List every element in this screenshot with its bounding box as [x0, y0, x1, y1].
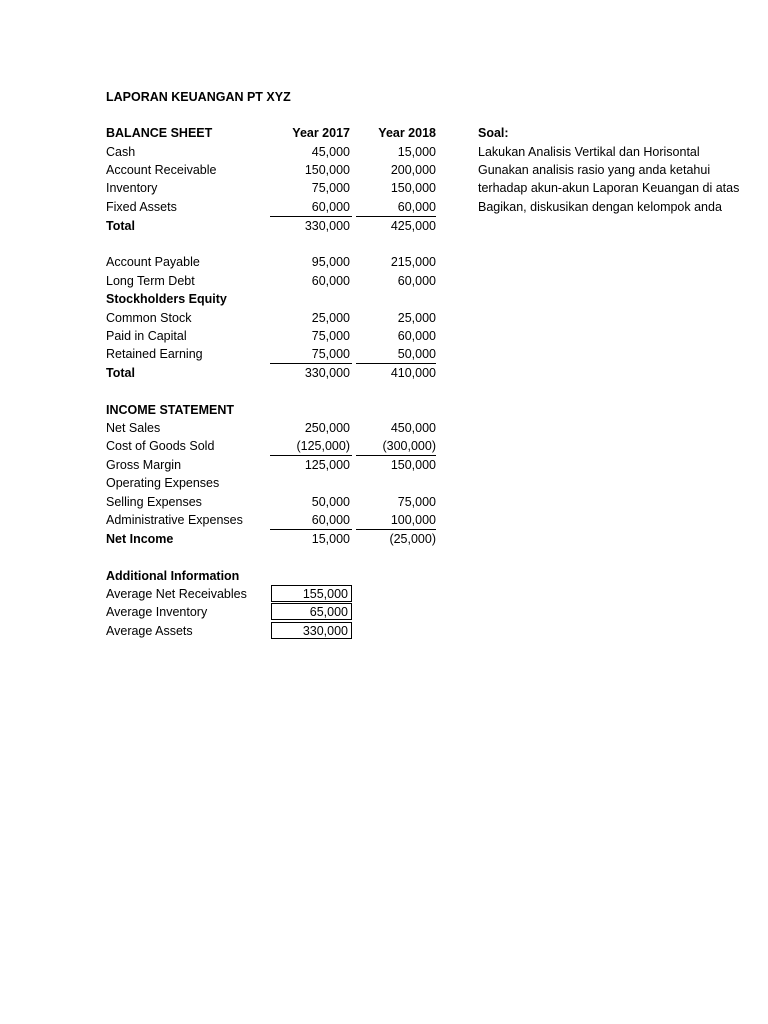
value-2018: 410,000 [390, 366, 436, 380]
value-2017: 75,000 [311, 347, 350, 361]
value-2018: 100,000 [390, 513, 436, 527]
row-label: Retained Earning [106, 347, 203, 361]
balance-sheet-heading: BALANCE SHEET [106, 126, 213, 140]
row-label: Selling Expenses [106, 495, 202, 509]
value-2017: (125,000) [296, 439, 350, 453]
value-2018: 450,000 [390, 421, 436, 435]
row-label: Fixed Assets [106, 200, 177, 214]
soal-line: Lakukan Analisis Vertikal dan Horisontal [478, 145, 700, 159]
row-label: Long Term Debt [106, 274, 195, 288]
value-2017: 50,000 [311, 495, 350, 509]
table-row [106, 253, 446, 271]
income-statement-header-row [106, 401, 446, 419]
value-2018: 150,000 [390, 458, 436, 472]
table-row [106, 143, 446, 161]
row-label: Inventory [106, 181, 158, 195]
value-2017: 75,000 [311, 329, 350, 343]
value-2018: 215,000 [390, 255, 436, 269]
value-2018: (25,000) [389, 532, 436, 546]
value-2017: 95,000 [311, 255, 350, 269]
value-2018: 200,000 [390, 163, 436, 177]
income-statement-heading: INCOME STATEMENT [106, 403, 235, 417]
value-2017: 250,000 [304, 421, 350, 435]
value-2017: 125,000 [304, 458, 350, 472]
liabilities-total-row [106, 364, 446, 382]
row-label: Gross Margin [106, 458, 182, 472]
value-2017: 15,000 [311, 532, 350, 546]
net-income-row [106, 530, 446, 548]
row-label: Cost of Goods Sold [106, 439, 215, 453]
value-2018: 425,000 [390, 219, 436, 233]
value-2018: 25,000 [397, 311, 436, 325]
table-row [106, 419, 446, 437]
value-2017: 330,000 [304, 219, 350, 233]
soal-line: terhadap akun-akun Laporan Keuangan di atas [478, 181, 740, 195]
row-label: Total [106, 219, 135, 233]
value-2018: 75,000 [397, 495, 436, 509]
value-2017: 25,000 [311, 311, 350, 325]
additional-info-header-row [106, 567, 446, 585]
row-label: Cash [106, 145, 136, 159]
table-row [106, 179, 446, 197]
value-2017: 60,000 [311, 274, 350, 288]
table-row [106, 437, 446, 455]
table-row [106, 511, 446, 529]
table-row [106, 493, 446, 511]
value-2018: 150,000 [390, 181, 436, 195]
row-label: Paid in Capital [106, 329, 187, 343]
value-2018: 60,000 [397, 200, 436, 214]
row-label: Account Receivable [106, 163, 217, 177]
table-row [106, 272, 446, 290]
report-title: LAPORAN KEUANGAN PT XYZ [106, 90, 291, 104]
row-label: Net Sales [106, 421, 161, 435]
balance-sheet-header-row [106, 124, 446, 142]
stockholders-equity-heading: Stockholders Equity [106, 292, 227, 306]
value-2018: 60,000 [397, 274, 436, 288]
table-row [106, 198, 446, 216]
operating-expenses-label: Operating Expenses [106, 476, 220, 490]
soal-heading: Soal: [478, 126, 509, 140]
soal-line: Bagikan, diskusikan dengan kelompok anda [478, 200, 722, 214]
boxed-value: 330,000 [302, 624, 348, 638]
value-2017: 60,000 [311, 513, 350, 527]
soal-line: Gunakan analisis rasio yang anda ketahui [478, 163, 711, 177]
boxed-value: 65,000 [309, 605, 348, 619]
table-row [106, 456, 446, 474]
value-2017: 330,000 [304, 366, 350, 380]
row-label: Total [106, 366, 135, 380]
row-label: Net Income [106, 532, 174, 546]
row-label: Average Assets [106, 624, 193, 638]
table-row [106, 309, 446, 327]
row-label: Average Inventory [106, 605, 208, 619]
value-box [271, 585, 352, 602]
table-row [106, 161, 446, 179]
value-2018: 60,000 [397, 329, 436, 343]
row-label: Administrative Expenses [106, 513, 243, 527]
table-row [106, 345, 446, 363]
value-2017: 60,000 [311, 200, 350, 214]
column-year-2018: Year 2018 [378, 126, 436, 140]
additional-info-heading: Additional Information [106, 569, 240, 583]
assets-total-row [106, 217, 446, 235]
value-2017: 75,000 [311, 181, 350, 195]
value-2018: (300,000) [382, 439, 436, 453]
value-box [271, 603, 352, 620]
equity-heading-row [106, 290, 446, 308]
value-2017: 45,000 [311, 145, 350, 159]
boxed-value: 155,000 [302, 587, 348, 601]
value-2018: 15,000 [397, 145, 436, 159]
value-2018: 50,000 [397, 347, 436, 361]
value-2017: 150,000 [304, 163, 350, 177]
value-box [271, 622, 352, 639]
row-label: Average Net Receivables [106, 587, 247, 601]
soal-panel [478, 124, 740, 224]
row-label: Common Stock [106, 311, 192, 325]
table-row [106, 327, 446, 345]
column-year-2017: Year 2017 [292, 126, 350, 140]
table-row [106, 474, 446, 492]
row-label: Account Payable [106, 255, 200, 269]
